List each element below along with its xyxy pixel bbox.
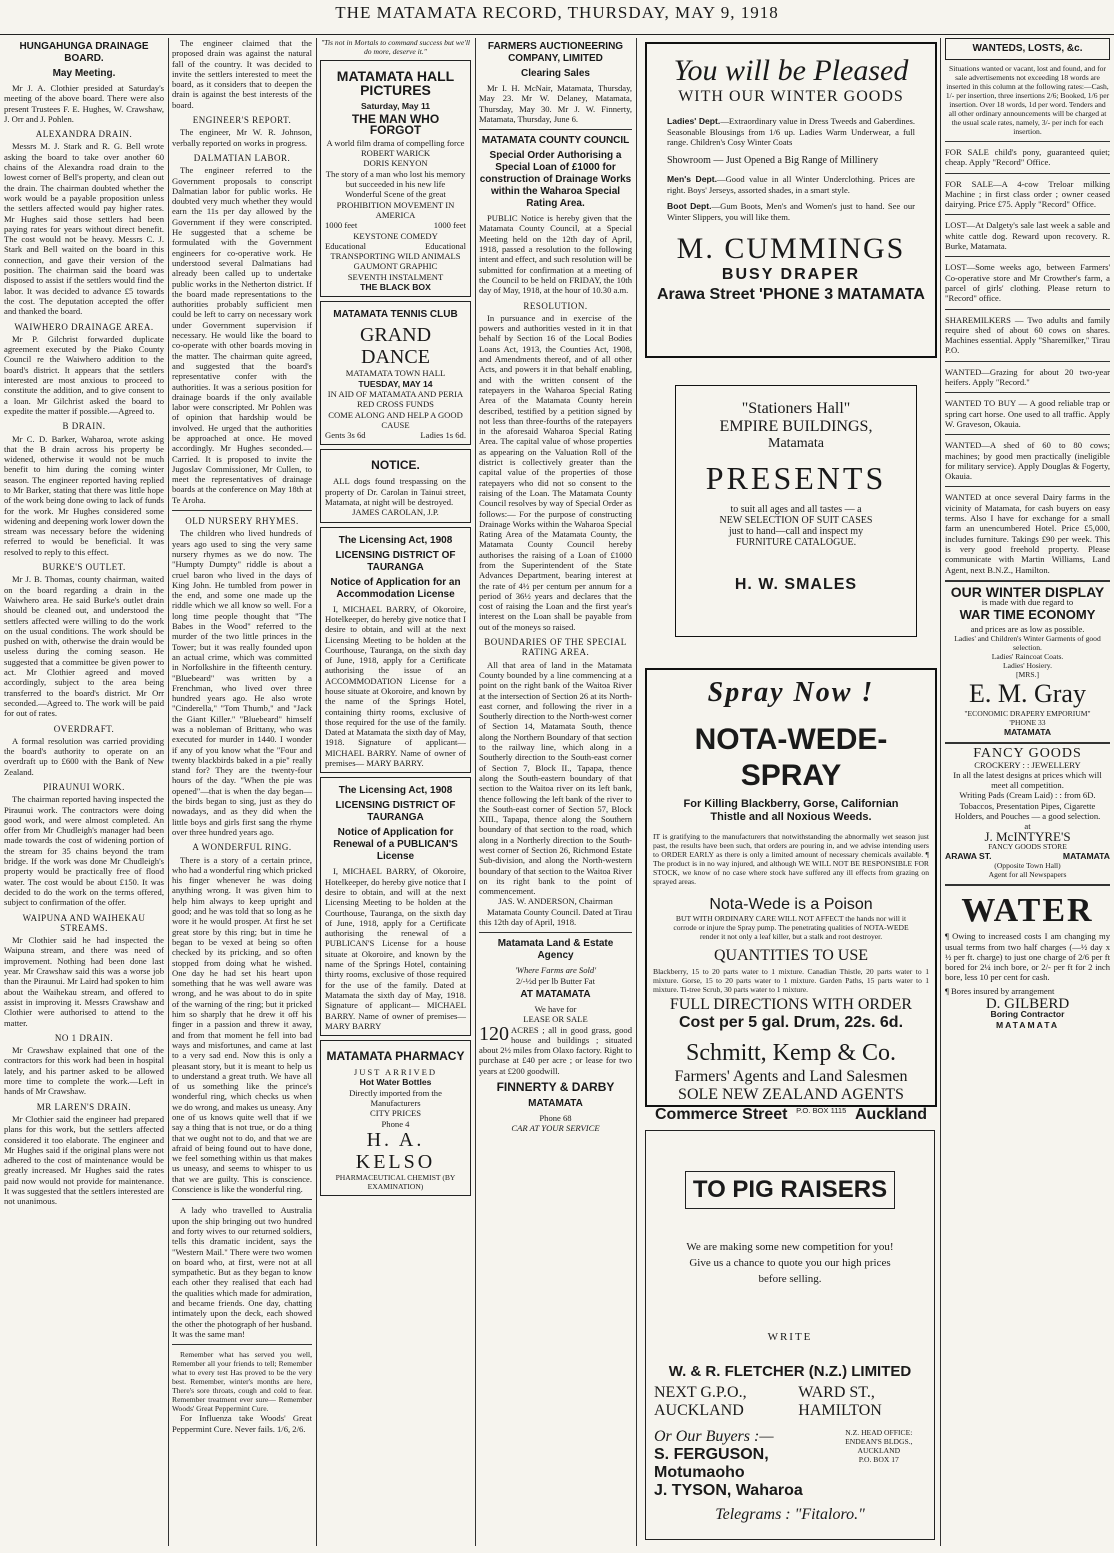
article-subtitle: May Meeting. <box>52 68 116 79</box>
column-3 <box>320 38 471 1548</box>
divider <box>945 434 1110 435</box>
display-garments: Ladies' and Children's Winter Garments of good selection. <box>954 633 1101 652</box>
article-paragraph: A formal resolution was carried providing the board's authority to operate on an overdraft up to £600 with the Bank of New Zealand. <box>4 735 164 777</box>
fletcher-endean: ENDEAN'S BLDGS., AUCKLAND <box>845 1437 913 1455</box>
classified-list <box>945 147 1110 575</box>
display-raincoats: Ladies' Raincoat Coats. <box>991 651 1064 661</box>
pictures-desc: A world film drama of compelling force <box>326 137 465 148</box>
dance-come: COME ALONG AND HELP A GOOD CAUSE <box>328 409 463 430</box>
spray-product: NOTA-WEDE-SPRAY <box>694 723 888 792</box>
dance-aid: IN AID OF MATAMATA AND PERIA RED CROSS FUNDS <box>327 388 464 410</box>
divider <box>945 392 1110 393</box>
pictures-date: Saturday, May 11 <box>360 101 431 111</box>
classified-ad: FOR SALE child's pony, guaranteed quiet; cheap. Apply "Record" Office. <box>945 147 1110 168</box>
column-2 <box>172 38 312 1548</box>
spray-gratifying: IT is gratifying to the manufacturers that notwithstanding the abnormally wet season just past, the results have been such, that orders are pouring in, and we advise intending users to ORDER EARLY as there is only a limited amount of necessary chemicals available. ¶ The product is in no way injured, and although WE WILL NOT BE RESPONSIBLE FOR STOCK, we know of no case where stock have suffered any ill effects from grazing on sprayed areas. <box>653 832 929 886</box>
ladies-dept: Ladies' Dept. <box>667 116 721 126</box>
presents-heading: PRESENTS <box>705 460 887 496</box>
boot-text: —Gum Boots, Men's and Women's just to hand. See our Winter Slippers, you will like them. <box>667 201 915 222</box>
divider <box>945 214 1110 215</box>
section-heading: DALMATIAN LABOR. <box>193 152 291 163</box>
pig-heading-box <box>685 1171 895 1209</box>
fancy-title: FANCY GOODS <box>973 746 1082 762</box>
licence-district: LICENSING DISTRICT OF TAURANGA <box>335 549 456 573</box>
spray-poison-sub: BUT WITH ORDINARY CARE WILL NOT AFFECT the hands nor will it corrode or injure the Spray pump. The penetrating qualities of NOTA-WEDE render it not only a leaf killer, but a stalk and root destroyer. <box>673 914 909 941</box>
ladies-text: —Extraordinary value in Dress Tweeds and Gaberdines. Seasonable Blousings from 1/6 up. Ladies Warm Underwear, a full range. Children's Cosy Winter Coats <box>667 116 916 147</box>
section-heading: ENGINEER'S REPORT. <box>192 115 292 126</box>
grand-dance: GRAND DANCE <box>359 324 432 369</box>
pig-write: WRITE <box>767 1331 813 1343</box>
fletcher-telegrams: Telegrams : "Fitaloro." <box>715 1506 865 1523</box>
divider <box>945 884 1110 886</box>
schmitt-street: Commerce Street <box>655 1106 788 1123</box>
column-rule <box>940 38 941 1546</box>
agency-lease: LEASE OR SALE <box>523 1014 588 1025</box>
spray-cost: Cost per 5 gal. Drum, 22s. 6d. <box>678 1014 904 1031</box>
masthead: THE MATAMATA RECORD, THURSDAY, MAY 9, 1918 <box>0 0 1114 35</box>
notice-body: In pursuance and in exercise of the powers and authorities vested in it in that behalf by Section 16 of the Local Bodies Loans Act, 1913, the Counties Act, 1908, and Amendments thereof, and of all other Acts, and powers it in that behalf enabling, and with the written consent of the ratepayers in the Waharoa Special Rating Area of the Matamata County herein described, testified by a petition signed by not less than three-fourths of the ratepayers in the aforesaid Waharoa Special Rating Area. The capital value of whose properties as appearing on the Valuation Roll of the district is collectively greater than the capital value of the properties of those ratepayers who did not so consent to the raising of the Loan. The Matamata County Council resolves by way of Special Order as follows:— For the purpose of constructing Drainage Works within the Waharoa Special Rating Area of the Matamata County, the Matamata County Council hereby authorises the raising of a Loan of £1000 from the Superintendent of the State Advances Department, bearing interest at the rate of 4½ per centum per annum for a period of 36½ years and declares that the cost of raising the Loan and the first year's interest on the Loan shall be payable from out of the moneys so raised. <box>479 312 632 632</box>
display-made: is made with due regard to <box>981 597 1074 608</box>
divider <box>945 256 1110 257</box>
wanteds-terms: Situations wanted or vacant, lost and found, and for sale advertisements not exceeding 18 words are inserted in this column at the following rates:—Cash, 1/- per insertion, three insertions 2/6; Booked, 1/6 per insertion. Over 18 words, 1d per word. Tenders and all other ordinary announcements will be charged at the usual scale rates, namely, 3/- per inch for each insertion. <box>945 64 1110 136</box>
section-heading: A WONDERFUL RING. <box>192 842 292 853</box>
divider <box>172 510 312 511</box>
column-4 <box>479 38 632 1548</box>
mcintyre-town: MATAMATA <box>1062 850 1110 861</box>
pharmacy-advert <box>320 1040 471 1196</box>
fancy-at: at <box>1024 821 1031 832</box>
pictures-star: DORIS KENYON <box>363 158 428 169</box>
water-boring: Boring Contractor <box>990 1009 1065 1020</box>
stationers-advert <box>675 385 917 637</box>
pig-text: We are making some new competition for you! Give us a chance to quote you our high prices before selling. <box>686 1241 894 1285</box>
pharmacy-direct: Directly imported from the Manufacturers <box>349 1087 442 1108</box>
edu-label: Educational <box>424 240 466 251</box>
schmitt-town: Auckland <box>854 1106 927 1123</box>
pharmacy-city: CITY PRICES <box>369 1108 421 1119</box>
divider <box>479 129 632 130</box>
showroom: Showroom — Just Opened a Big Range of Millinery <box>667 154 879 166</box>
pharmacy-title: MATAMATA PHARMACY <box>326 1049 465 1064</box>
special-order: Special Order Authorising a Special Loan of £1000 for construction of Drainage Works within the Waharoa Special Rating Area. <box>479 150 632 210</box>
article-paragraph: Mr J. B. Thomas, county chairman, waited on the board regarding a drain in the Waiwhero area. He said Burke's outlet drain should be cleaned out, and understood the settlers affected were willing to do the work on the usual conditions. The work should be pushed on with, otherwise the drain would be useless during the coming season. He suggested that a committee be given power to act. Mr Clothier agreed and moved accordingly, subject to the area being transferred to the board's district. Mr Orr seconded.—Agreed to. The work will be paid for out of rates. <box>4 574 164 719</box>
dance-advert <box>320 301 471 445</box>
section-heading: WAIPUNA AND WAIHEKAU STREAMS. <box>22 912 146 933</box>
divider <box>945 486 1110 487</box>
tennis-club: MATAMATA TENNIS CLUB <box>333 309 458 321</box>
finnerty-town: MATAMATA <box>528 1098 583 1110</box>
stationers-town: Matamata <box>768 436 824 451</box>
water-gilberd: D. GILBERD <box>985 996 1070 1013</box>
display-economy: WAR TIME ECONOMY <box>959 607 1096 623</box>
article-paragraph: Mr Crawshaw explained that one of the contractors for this work had been in hospital lately, and his partner asked to be allowed more time to complete the work.—Left in hands of Mr Crawshaw. <box>4 1045 164 1097</box>
article-paragraph: The children who lived hundreds of years ago used to sing the very same nursery rhymes as we do now. The "Humpty Dumpty" riddle is about a cruel baron who lived in the days of King John. He tumbled from power in the end, and some one made up the riddle which we all know so well. For a long time people thought that "The Babes in the Wood" referred to the murder of the two little princes in the Tower; but it was really founded upon an actual crime, which was committed in Norfolkshire in the fifteenth century. "Bluebeard" was written by a Frenchman, who lived over three hundred years ago. He also wrote "Cinderella," "Tom Thumb," and "Jack the Giant Killer." "Bluebeard" himself was a nobleman of Brittany, who was executed for murder in 1440. I wonder if any of you know what the "Four and twenty blackbirds baked in a pie" really stand for? They are the twenty-four hours of the day. "When the pie was opened"—that is when the day began—the birds began to sing, just as they do nowadays, and as they did when the little boys and girls first sang the rhyme over three hundred years ago. <box>172 528 312 837</box>
stationers-empire: EMPIRE BUILDINGS, <box>719 418 873 435</box>
licence-act: The Licensing Act, 1908 <box>338 534 453 546</box>
fancy-tobaccos: Tobaccos, Presentation Pipes, Cigarette Holders, and Pouches — a good selection. <box>954 800 1101 822</box>
fletcher-ferguson: S. FERGUSON, Motumaoho <box>654 1446 769 1481</box>
keystone: KEYSTONE COMEDY <box>353 230 438 241</box>
spray-qty: Blackberry, 15 to 20 parts water to 1 mixture. Canadian Thistle, 20 parts water to 1 mixture. Gorse, 15 to 20 parts water to 1 mixture. Garden Paths, 15 parts water to 1 mixture. Ti-tree Scrub, 30 parts water to 1 mixture. <box>653 967 929 994</box>
licence-title: Notice of Application for Renewal of a PUBLICAN'S License <box>333 827 458 863</box>
fancy-designs: In all the latest designs at prices which will meet all competition. <box>953 769 1102 791</box>
fletcher-next: NEXT G.P.O., AUCKLAND <box>654 1384 747 1419</box>
section-heading: NO 1 DRAIN. <box>54 1032 114 1043</box>
section-heading: PIRAUNUI WORK. <box>43 782 125 792</box>
stationers-catalogue: FURNITURE CATALOGUE. <box>735 537 857 548</box>
transporting: TRANSPORTING WILD ANIMALS <box>330 251 461 262</box>
gray-advert <box>945 583 1110 737</box>
licence-notice <box>320 527 471 774</box>
cummings-street: Arawa Street <box>657 286 755 303</box>
section-heading: ALEXANDRA DRAIN. <box>35 129 133 140</box>
gray-emporium: "ECONOMIC DRAPERY EMPORIUM" <box>964 708 1091 718</box>
dance-hall: MATAMATA TOWN HALL <box>345 368 446 379</box>
article-paragraph: Mr P. Gilchrist forwarded duplicate agreement executed by the Piako County Council re the Waiwhero addition to the board's district. It appears that the settlers interested are most anxious to proceed to constitute the addition, and to give consent to a loan. Mr Gilchrist asked the board to expedite the matter if possible.—Agreed to. <box>4 333 164 416</box>
notice-advert <box>320 449 471 522</box>
cummings-name: M. CUMMINGS <box>676 232 906 265</box>
stationers-hand: just to hand—call and inspect my <box>728 526 864 537</box>
mcintyre-store: FANCY GOODS STORE <box>988 841 1067 851</box>
divider <box>172 1199 312 1200</box>
mcintyre-opposite: (Opposite Town Hall) <box>994 861 1061 871</box>
quote: "Tis not in Mortals to command success but we'll do more, deserve it." <box>320 38 471 56</box>
classified-ad: WANTED—Grazing for about 20 two-year heifers. Apply "Record." <box>945 366 1110 388</box>
acres-text: ACRES ; all in good grass, good house and buildings ; situated about 2½ miles from Olaxo factory. Right to purchase at £40 per acre ; or lease for two years at £200 goodwill. <box>479 1024 632 1076</box>
cummings-headline: You will be Pleased <box>673 54 909 87</box>
spray-advert <box>645 668 937 1123</box>
licence-notice <box>320 777 471 1036</box>
butter-price: 2/-½d per lb Butter Fat <box>515 975 595 986</box>
stationers-smales: H. W. SMALES <box>734 576 858 593</box>
pictures-title: MATAMATA HALL PICTURES <box>336 68 455 98</box>
mcintyre-street: ARAWA ST. <box>945 850 992 861</box>
gray-town: MATAMATA <box>1003 726 1052 737</box>
section-heading: BOUNDARIES OF THE SPECIAL RATING AREA. <box>484 637 627 658</box>
divider <box>945 141 1110 142</box>
pictures-advert <box>320 60 471 297</box>
article-paragraph: Mr Clothier said he had inspected the Waipuna stream, and there was need of improvement. Nothing had been done last year. Mr Crawshaw said this was a worse job than the Piraunui. Mr Laird had spoken to him about the Waihekau stream, and offered to assist in improving it. Messrs Crawshaw and Clothier were authorised to attend to the matter. <box>4 935 164 1028</box>
section-heading: RESOLUTION. <box>523 300 588 311</box>
finnerty-title: FINNERTY & DARBY <box>496 1080 615 1095</box>
stationers-selection: NEW SELECTION OF SUIT CASES <box>719 515 873 526</box>
notice-body: PUBLIC Notice is hereby given that the Matamata County Council, at a Special Meeting held on the 12th day of April, 1918, passed a resolution to the following intent and effect, and such resolution will be submitted for confirmation at a meeting of the Council to be held on FRIDAY, the 10th day of May, 1918, at the hour of 10.30 a.m. <box>479 213 632 296</box>
notice-body: All that area of land in the Matamata County bounded by a line commencing at a point on the right bank of the Waitoa River at the intersection of Section 26 at its North-east corner, and following the river in a Southerly direction to the North-west corner of Section 14, Matamata South, thence along the Northern Boundary of that section to the railway line, which along in a Southerly direction to the South-east corner of Section 7, Block II., Tapapa, thence along the South-eastern boundary of that section to the Waitoa river on its left bank, thence following the left bank of the river to the South-east corner of Section 57, Block XIII., Tapapa, thence along the Southern boundary of that section to the road, which along in a Northerly direction to the South-west corner of Section 26, Richmond Estate Sub-division, and along the North-western boundary of that section to the Waitoa River on its right bank to the point of commencement. <box>479 659 632 897</box>
water-bores: ¶ Bores insured by arrangement <box>945 985 1055 996</box>
verse: Remember what has served you well, Remember all your friends to tell; Remember what to every test Has proved to be the very best. Remember, winter's months are here, There's sore throats, cough and cold to fear. Remember treatment ever sure— Remember Woods' Great Peppermint Cure. <box>172 1350 312 1414</box>
agency-title: Matamata Land & Estate Agency <box>497 938 614 962</box>
article-paragraph: Mr J. A. Clothier presided at Saturday's meeting of the above board. There were also present Trustees F. E. Hughes, W. Crawshaw, J. Orr and J. Pohlen. <box>4 83 164 124</box>
article-paragraph: There is a story of a certain prince, who had a wonderful ring which pricked his finger whenever he was doing anything wrong. It was given him to help him always to keep upright and good; and he was told that so long as he wore it he would prosper. At first he set great store by this ring; but in time he began to be vexed at being so often checked by its pricking, and so often stopped from doing what he wished. One day he had set his heart upon something that he was well aware was wrong, and he was about to do in spite of the warning of the ring; but it pricked him so sharply that he drew it off his finger in a passion and threw it away, and from that moment he fell into bad ways and misfortunes, and came at last to a very sad end. Now this is only a pleasant story, but it is meant to help us to understand a great truth. We have all of us something like the prince's wonderful ring, which checks us when we do wrong, and makes us uneasy. Any one of us knows quite well that if we say a thing that is not true, or do a thing that we ought not to do, and that we are afraid of being found out to have done, we feel something within us that makes us uneasy, and seems to whisper to us that we are guilty. This is conscience. Conscience is like the wonderful ring. <box>172 854 312 1195</box>
cummings-advert <box>645 42 937 358</box>
licence-body: I, MICHAEL BARRY, of Okoroire, Hotelkeeper, do hereby give notice that I desire to obtain, and will at the next Licensing Meeting to be holden at the Courthouse, Tauranga, on the sixth day of June, 1918, apply for a Certificate authorising the issue of an ACCOMMODATION License for a house situate at Okoroire, and known by the name of the Springs Hotel, containing thirty rooms, exclusive of those required for the use of the family. Dated at Matamata the sixth day of May, 1918. Signature of applicant— MICHAEL BARRY. Name of owner of premises— MARY BARRY. <box>325 603 466 769</box>
column-rule <box>316 38 317 1546</box>
article-paragraph: The engineer claimed that the proposed drain was against the natural fall of the country. It was decided to invite the settlers interested to meet the board, as it considers that to deepen the drain is against the best interests of the board. <box>172 38 312 110</box>
divider <box>172 1344 312 1345</box>
article-paragraph: A lady who travelled to Australia upon the ship bringing out two hundred and forty wives to our returned soldiers, tells this dramatic incident, says the "Western Mail." There were two women on board who, at first, were not at all sympathetic. But as they began to know each other they realised that each had the qualities which made for admiration, and became friends. One day, chatting intimately upon the deck, each showed the other the photograph of her husband. It was the same man! <box>172 1205 312 1339</box>
finnerty-phone: Phone 68 <box>539 1113 572 1124</box>
pharmacy-phone: Phone 4 <box>381 1118 410 1129</box>
divider <box>945 309 1110 310</box>
pharmacy-kelso: H. A. KELSO <box>355 1128 436 1173</box>
gray-name: E. M. Gray <box>969 678 1086 708</box>
pharmacy-just: JUST ARRIVED <box>353 1067 438 1078</box>
notice-title: NOTICE. <box>371 458 420 473</box>
ladies-price: Ladies 1s 6d. <box>420 430 466 441</box>
section-heading: B DRAIN. <box>62 421 106 432</box>
divider <box>945 742 1110 744</box>
column-1 <box>4 38 164 1548</box>
article-paragraph: The engineer, Mr W. R. Johnson, verbally reported on works in progress. <box>172 127 312 148</box>
article-title: HUNGAHUNGA DRAINAGE BOARD. <box>19 41 149 64</box>
county-title: MATAMATA COUNTY COUNCIL <box>481 135 630 147</box>
classified-ad: WANTED—A shed of 60 to 80 cows; machines; by good men practically (ineligible for military service). Apply Douglas & Fogerty, Okauia. <box>945 440 1110 482</box>
licence-act: The Licensing Act, 1908 <box>338 785 453 797</box>
edu-label: Educational <box>325 240 367 251</box>
cummings-subhead: WITH OUR WINTER GOODS <box>678 88 904 105</box>
pictures-star: ROBERT WARICK <box>360 148 431 159</box>
fletcher-pobox: P.O. BOX 17 <box>858 1455 899 1464</box>
feet-label: 1000 feet <box>325 220 358 231</box>
column-rule <box>168 38 169 1546</box>
classified-ad: LOST—At Dalgety's sale last week a sable and white cattle dog. Reward upon recovery. R. Burke, Matamata. <box>945 220 1110 252</box>
fancy-pads: Writing Pads (Cream Laid) : : from 6D. <box>959 790 1096 801</box>
water-town: MATAMATA <box>995 1019 1060 1030</box>
pig-heading: TO PIG RAISERS <box>692 1176 888 1203</box>
cummings-town: MATAMATA <box>837 286 925 303</box>
schmitt-farmers: Farmers' Agents and Land Salesmen <box>674 1068 908 1085</box>
divider <box>945 580 1110 582</box>
divider <box>479 932 632 933</box>
pharmacy-chemist: PHARMACEUTICAL CHEMIST (BY EXAMINATION) <box>335 1172 456 1191</box>
divider <box>945 361 1110 362</box>
section-heading: BURKE'S OUTLET. <box>42 562 126 573</box>
gray-phone: 'PHONE 33 <box>1009 717 1046 727</box>
fletcher-tyson: J. TYSON, Waharoa <box>654 1482 803 1499</box>
article-paragraph: Messrs M. J. Stark and R. G. Bell wrote asking the board to take over another 60 chains of the Alexandra road drain to the lowest corner of Bell's property, and clean out the drain. The chairman doubted whether the work would be a payable proposition unless the settlers affected would pay higher rates. Mr Hughes said those settlers had been paying rates for years without direct benefit. The cost would not be heavy. Messrs C. J. Stark and Bell waited on the board in this connection, and gave their version of the position. The chairman said the board was disposed to assist if the settlers would find the labor. It was decided to advance £5 towards the cost. The deputation accepted the offer and thanked the board. <box>4 141 164 317</box>
spray-full: FULL DIRECTIONS WITH ORDER <box>669 996 913 1013</box>
schmitt-name: Schmitt, Kemp & Co. <box>686 1040 896 1066</box>
cummings-draper: BUSY DRAPER <box>721 266 861 283</box>
notice-body: ALL dogs found trespassing on the property of Dr. Carolan in Tainui street, Matamata, at night will be destroyed. <box>325 476 466 508</box>
notice-signature: JAMES CAROLAN, J.P. <box>352 507 439 518</box>
finnerty-service: CAR AT YOUR SERVICE <box>511 1123 600 1134</box>
section-heading: OVERDRAFT. <box>53 723 115 734</box>
classified-ad: LOST—Some weeks ago, between Farmers' Co-operative store and Mr Crowther's farm, a parcel of girls' clothing. Please return to "Record" office. <box>945 262 1110 304</box>
agency-tagline: 'Where Farms are Sold' <box>514 965 597 976</box>
mcintyre-agent: Agent for all Newspapers <box>988 870 1067 880</box>
display-title: OUR WINTER DISPLAY <box>950 583 1105 600</box>
article-paragraph: Mr C. D. Barker, Waharoa, wrote asking that the B drain across his property be widened, otherwise it would not be much benefit to him during the coming winter season. The engineer reported having replied to Mr Barker, stating that there was little hope of the work being done owing to lack of funds for the work. Mr Hughes considered some widening and deepening work lower down the stream was necessary before the widening referred to would be beneficial. It was resolved to reply to this effect. <box>4 433 164 557</box>
classified-ad: WANTED TO BUY — A good reliable trap or spring cart horse. One used to all traffic. Apply W. Graveson, Okauia. <box>945 398 1110 429</box>
pictures-story: The story of a man who lost his memory but succeeded in his new life <box>325 168 466 190</box>
gents-price: Gents 3s 6d <box>325 430 366 441</box>
advert-line: For Influenza take Woods' Great Peppermint Cure. Never fails. 1/6, 2/6. <box>172 1413 312 1434</box>
column-6 <box>945 38 1110 1548</box>
mens-dept: Men's Dept. <box>667 174 717 184</box>
stationers-suit: to suit all ages and all tastes — a <box>730 504 862 515</box>
section-heading: OLD NURSERY RHYMES. <box>185 516 299 527</box>
classified-ad: FOR SALE—A 4-cow Treloar milking Machine ; in first class order ; owner ceased dairying. Price £75. Apply "Record" Office. <box>945 178 1110 210</box>
schmitt-sole: SOLE NEW ZEALAND AGENTS <box>678 1086 904 1103</box>
blackbox: THE BLACK BOX <box>360 282 431 293</box>
seventh: SEVENTH INSTALMENT <box>347 271 444 282</box>
article-paragraph: Mr Clothier said the engineer had prepared plans for this work, but the settlers affected considered it too elaborate. The engineer and Mr Hughes said if the original plans were not adhered to the cost of maintenance would be greatly increased. Mr Hughes said the rates paid now would not provide for maintenance. It was suggested that the settlers interested are not unanimous. <box>4 1113 164 1207</box>
spray-quantities: QUANTITIES TO USE <box>713 947 869 964</box>
spray-poison: Nota-Wede is a Poison <box>709 896 873 913</box>
feet-label: 1000 feet <box>433 220 466 231</box>
water-title: WATER <box>961 892 1094 930</box>
schmitt-box: P.O. BOX 1115 <box>796 1106 847 1115</box>
fletcher-name: W. & R. FLETCHER (N.Z.) LIMITED <box>668 1363 912 1380</box>
sales-list: Mr I. H. McNair, Matamata, Thursday, May 23. Mr W. Delaney, Matamata, Thursday, May 30. Mr J. W. Finnerty, Matamata, Thursday, June 6. <box>479 83 632 124</box>
acres-number: 120 <box>479 1022 509 1045</box>
pictures-scene: Wonderful Scene of the great PROHIBITION MOVEMENT IN AMERICA <box>336 189 455 220</box>
fletcher-head: N.Z. HEAD OFFICE: <box>845 1428 913 1437</box>
pictures-feature: THE MAN WHO FORGOT <box>351 112 440 137</box>
pharmacy-bottles: Hot Water Bottles <box>359 1077 432 1088</box>
agency-wehave: We have for <box>534 1003 577 1014</box>
column-rule <box>636 38 637 1546</box>
farmers-title: FARMERS AUCTIONEERING COMPANY, LIMITED <box>487 41 624 64</box>
mens-text: —Good value in all Winter Underclothing. Prices are right. Boys' Jerseys, assorted shades, in a smart style. <box>667 174 915 195</box>
spray-killing: For Killing Blackberry, Gorse, Californian Thistle and all Noxious Weeds. <box>683 798 899 823</box>
display-hosiery: Ladies' Hosiery. <box>1003 660 1052 670</box>
mcintyre-name: J. McINTYRE'S <box>984 828 1071 844</box>
article-paragraph: The chairman reported having inspected the Piraunui work. The contractors were doing good work, and were almost completed. An offer from Mr Chudleigh's manager had been made towards the cost of widening portion of the stream for 35 chains beyond the tram bridge. If the work was done Mr Chudleigh's property would be practically free of flood water. The cost would be about £150. It was decided to do the work on the terms offered, subject to confirmation of the offer. <box>4 794 164 908</box>
fletcher-buyers: Or Our Buyers :— <box>654 1428 774 1445</box>
agency-at: AT MATAMATA <box>520 988 591 1000</box>
classified-ad: WANTED at once several Dairy farms in the vicinity of Matamata, for cash buyers on easy terms. Also I have for exchange for a small farm an unencumbered Hotel. Price £5,000, includes furniture. Takings £90 per week. This is very good freehold property. Please communicate with Martin Williams, Land Agent, next B.N.Z., Hamilton. <box>945 492 1110 575</box>
section-heading: WAIWHERO DRAINAGE AREA. <box>14 321 154 332</box>
boot-dept: Boot Dept. <box>667 201 712 211</box>
clearing-sales: Clearing Sales <box>521 68 590 79</box>
fancy-crockery: CROCKERY : : JEWELLERY <box>974 759 1081 770</box>
water-owing: ¶ Owing to increased costs I am changing my usual terms from two half charges (—½ day x ½ per ft. charge) to just one charge of 2/6 per ft bored for 2¼ inch bore, or 2/- per ft for 2 inch bore, less 10 per cent for cash. <box>945 931 1110 983</box>
display-prices: and prices are as low as possible. <box>970 623 1085 634</box>
classified-ad: SHAREMILKERS — Two adults and family require shed of about 60 cows on shares. Machines essential. Apply "Sharemilker," Tirau P.O. <box>945 314 1110 356</box>
section-heading: MR LAREN'S DRAIN. <box>36 1101 132 1112</box>
fletcher-ward: WARD ST., HAMILTON <box>798 1384 882 1419</box>
gray-mrs: [MRS.] <box>1016 669 1039 679</box>
spray-headline: Spray Now ! <box>707 677 875 708</box>
water-advert <box>945 891 1110 1030</box>
gaumont: GAUMONT GRAPHIC <box>353 261 438 272</box>
signature: JAS. W. ANDERSON, Chairman <box>498 896 613 907</box>
licence-district: LICENSING DISTRICT OF TAURANGA <box>335 800 456 824</box>
notice-body: Matamata County Council. Dated at Tirau this 12th day of April, 1918. <box>479 906 632 928</box>
pig-advert <box>645 1130 935 1540</box>
licence-body: I, MICHAEL BARRY, of Okoroire, Hotelkeeper, do hereby give notice that I desire to obtain, and will at the next Licensing Meeting to be holden at the Courthouse, Tauranga, on the sixth day of June, 1918, apply for a Certificate authorising the renewal of a PUBLICAN'S License for a house situate at Okoroire, and known by the name of the Springs Hotel, containing thirty rooms, exclusive of those required for the use of the family. Dated at Matamata the sixth day of May, 1918. Signature of applicant— MICHAEL BARRY. Name of owner of premises— MARY BARRY <box>325 866 466 1031</box>
article-paragraph: The engineer referred to the Government proposals to conscript Dalmatian labor for public works. He doubted very much whether they would earn the 11s per day allowed by the Government if they were conscripted. He suggested that a scheme be formulated with the Government engineers for co-operative work. He understood several Dalmatians had already been called up to undertake public works in the Netherton district. If the board made representations to the authorities probably sufficient men could be left to carry on necessary work under Government supervision if necessary. He would like the board to co-operate with other boards moving in the matter. The chairman quite agreed, and suggested that the board's representative confer with the authorities. It was a serious position for drainage boards if the only available labor were conscripted. Mr Pohlen was of opinion that hardship would be involved. He urged that the authorities be approached at once. He moved accordingly. Mr Hughes seconded.—Carried. It is proposed to invite the Jugoslav Commissioner, Mr Cullen, to meet the representatives of drainage boards at the conference on May 18th at Te Aroha. <box>172 165 312 505</box>
cummings-phone: 'PHONE 3 <box>759 286 834 303</box>
dance-date: TUESDAY, MAY 14 <box>358 378 433 389</box>
column-rule <box>475 38 476 1546</box>
divider <box>945 173 1110 174</box>
wanteds-title: WANTEDS, LOSTS, &c. <box>945 38 1110 60</box>
stationers-title: "Stationers Hall" <box>741 400 851 417</box>
licence-title: Notice of Application for an Accommodation License <box>330 576 461 600</box>
mcintyre-advert <box>945 746 1110 880</box>
